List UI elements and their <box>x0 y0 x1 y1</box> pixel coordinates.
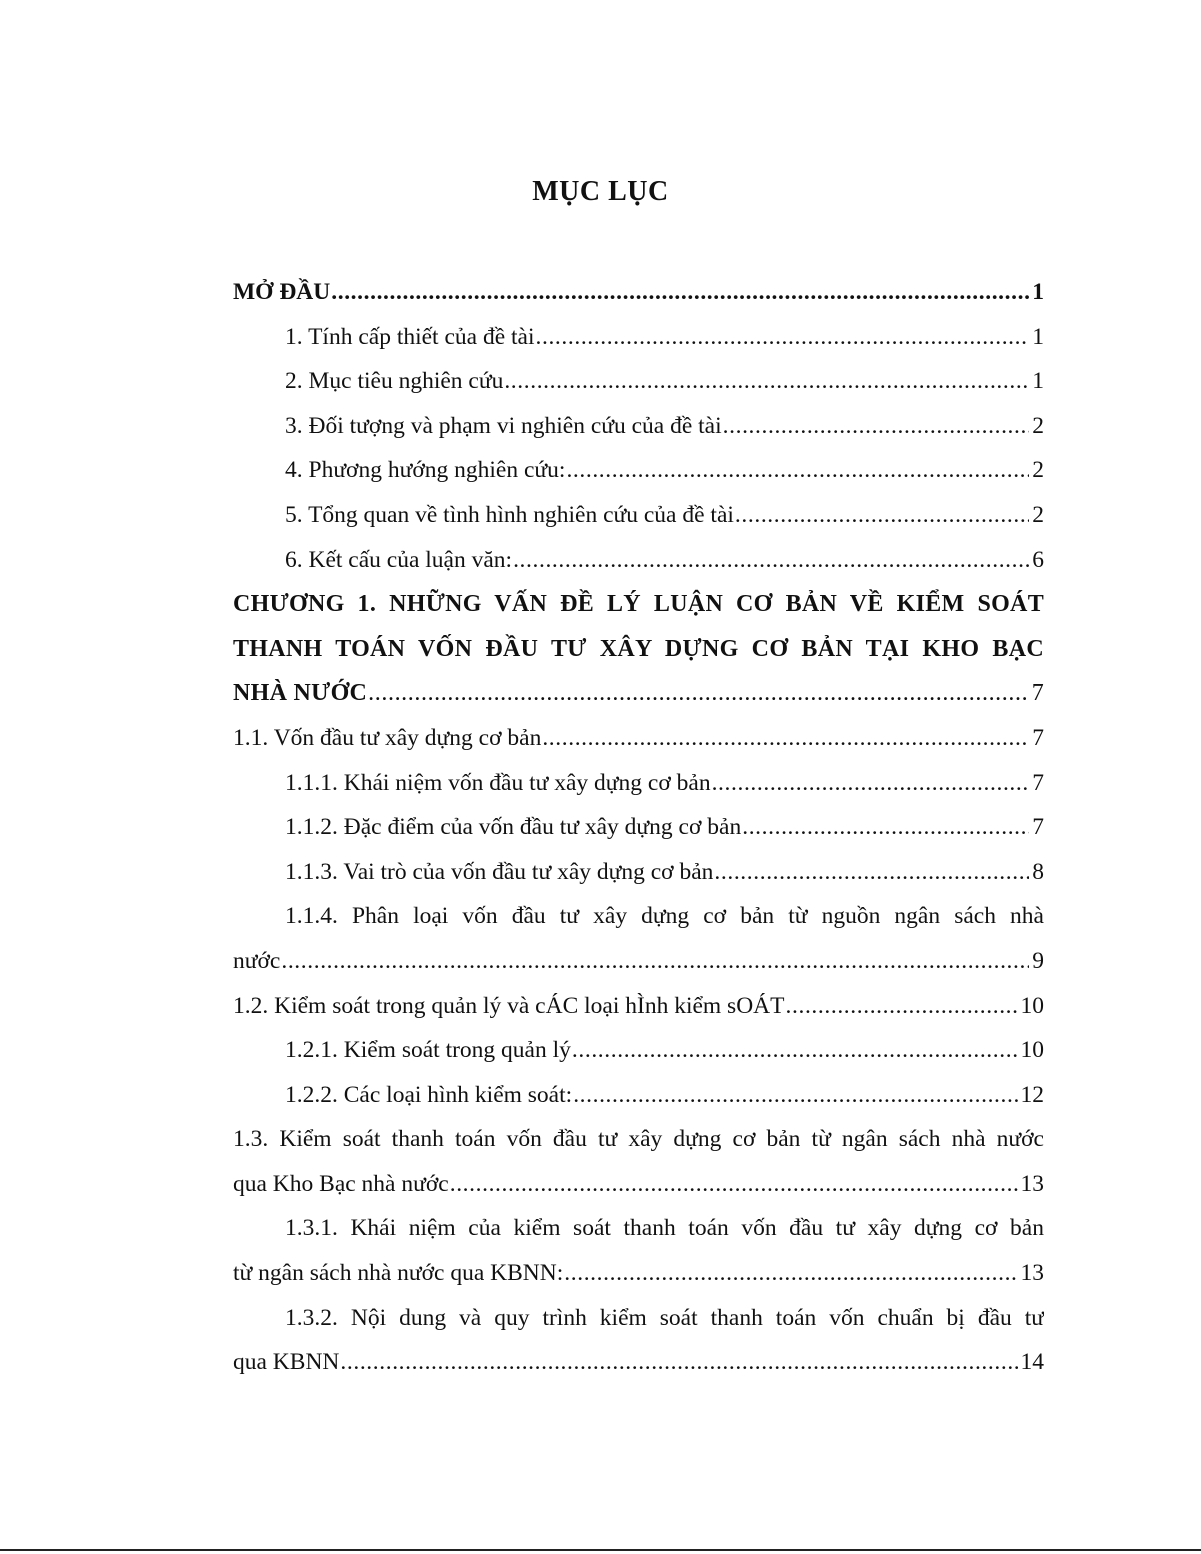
toc-entry-text: THANH TOÁN VỐN ĐẦU TƯ XÂY DỰNG CƠ BẢN TẠI KHO BẠC <box>233 635 1044 662</box>
toc-entry-4[interactable] <box>233 448 1044 493</box>
toc-page-number: 13 <box>1020 1170 1044 1197</box>
dot-leader <box>450 1162 1018 1207</box>
toc-entry-1-2-2[interactable] <box>233 1073 1044 1118</box>
toc-page-number: 7 <box>1032 724 1044 751</box>
toc-page-number: 7 <box>1032 769 1044 796</box>
toc-entry-text: MỞ ĐẦU <box>233 279 331 305</box>
toc-entry-text: qua KBNN <box>233 1349 340 1376</box>
dot-leader <box>714 850 1029 895</box>
toc-entry-3[interactable] <box>233 404 1044 449</box>
toc-page-number: 10 <box>1020 992 1044 1019</box>
toc-entry-text: 1.3. Kiểm soát thanh toán vốn đầu tư xây dựng cơ bản từ ngân sách nhà nước <box>233 1126 1044 1153</box>
toc-entry-text: từ ngân sách nhà nước qua KBNN: <box>233 1260 564 1287</box>
toc-entry-1-1-4[interactable] <box>233 894 1044 983</box>
toc-entry-1-1-2[interactable] <box>233 805 1044 850</box>
dot-leader <box>572 1028 1018 1073</box>
toc-page-number: 6 <box>1032 546 1044 573</box>
dot-leader <box>573 1073 1017 1118</box>
toc-entry-text: 1.1.3. Vai trò của vốn đầu tư xây dựng cơ bản <box>285 858 714 885</box>
dot-leader <box>735 493 1029 538</box>
toc-page-number: 2 <box>1032 412 1044 439</box>
toc-entry-1-1-1[interactable] <box>233 761 1044 806</box>
toc-page-number: 1 <box>1032 279 1044 305</box>
toc-entry-text: 1.2.1. Kiểm soát trong quản lý <box>285 1037 571 1064</box>
dot-leader <box>542 716 1029 761</box>
dot-leader <box>340 1340 1017 1385</box>
toc-page-number: 13 <box>1020 1260 1044 1287</box>
toc-entry-text: 6. Kết cấu của luận văn: <box>285 546 513 573</box>
toc-entry-text: CHƯƠNG 1. NHỮNG VẤN ĐỀ LÝ LUẬN CƠ BẢN VỀ KIỂM SOÁT <box>233 591 1044 618</box>
toc-page-number: 2 <box>1032 501 1044 528</box>
toc-entry-5[interactable] <box>233 493 1044 538</box>
toc-entry-last-line <box>233 1162 1044 1207</box>
toc-entry-text: 2. Mục tiêu nghiên cứu <box>285 368 504 395</box>
toc-entry-last-line <box>233 939 1044 984</box>
toc-entry-text: 5. Tổng quan về tình hình nghiên cứu của đề tài <box>285 501 734 528</box>
dot-leader <box>723 404 1030 449</box>
toc-page-number: 1 <box>1032 368 1044 395</box>
toc-entry-2[interactable] <box>233 359 1044 404</box>
toc-entry-text: 1. Tính cấp thiết của đề tài <box>285 323 535 350</box>
toc-entry-text: 1.1. Vốn đầu tư xây dựng cơ bản <box>233 724 542 751</box>
toc-entry-text: qua Kho Bạc nhà nước <box>233 1170 449 1197</box>
dot-leader <box>331 270 1029 315</box>
toc-entry-6[interactable] <box>233 538 1044 583</box>
dot-leader <box>504 359 1029 404</box>
toc-entry-last-line <box>233 1340 1044 1385</box>
page-title: MỤC LỤC <box>532 176 669 207</box>
toc-entry-last-line <box>233 1251 1044 1296</box>
toc-entry-text: 3. Đối tượng và phạm vi nghiên cứu của đề tài <box>285 412 722 439</box>
toc-entry-text: 1.2. Kiểm soát trong quản lý và cÁC loại hÌnh kiểm sOÁT <box>233 992 785 1019</box>
toc-entry-text: 1.1.2. Đặc điểm của vốn đầu tư xây dựng cơ bản <box>285 814 742 841</box>
toc-page-number: 10 <box>1020 1037 1044 1064</box>
toc-page-number: 12 <box>1020 1081 1044 1108</box>
toc-page-number: 7 <box>1031 680 1044 707</box>
toc-entry-text: 1.1.4. Phân loại vốn đầu tư xây dựng cơ bản từ nguồn ngân sách nhà <box>285 903 1044 930</box>
toc-entry-1-1[interactable] <box>233 716 1044 761</box>
dot-leader <box>786 984 1018 1029</box>
dot-leader <box>536 315 1030 360</box>
table-of-contents <box>233 270 1044 1385</box>
toc-entry-1-2-1[interactable] <box>233 1028 1044 1073</box>
toc-entry-1-3-2[interactable] <box>233 1296 1044 1385</box>
toc-page-number: 2 <box>1032 457 1044 484</box>
dot-leader <box>564 1251 1017 1296</box>
toc-entry-text: 4. Phương hướng nghiên cứu: <box>285 457 566 484</box>
dot-leader <box>368 671 1029 716</box>
dot-leader <box>712 761 1030 806</box>
page-bottom-edge <box>0 1549 1201 1551</box>
toc-page-number: 7 <box>1032 814 1044 841</box>
toc-entry-text: NHÀ NƯỚC <box>233 680 368 707</box>
toc-entry-1-3[interactable] <box>233 1117 1044 1206</box>
toc-entry-1-1-3[interactable] <box>233 850 1044 895</box>
toc-entry-text: 1.3.2. Nội dung và quy trình kiểm soát thanh toán vốn chuẩn bị đầu tư <box>285 1304 1044 1331</box>
toc-entry-text: 1.3.1. Khái niệm của kiểm soát thanh toán vốn đầu tư xây dựng cơ bản <box>285 1215 1044 1242</box>
toc-entry-last-line <box>233 671 1044 716</box>
toc-entry-1-3-1[interactable] <box>233 1206 1044 1295</box>
dot-leader <box>566 448 1029 493</box>
toc-entry-1-2[interactable] <box>233 984 1044 1029</box>
toc-page-number: 9 <box>1032 947 1044 974</box>
dot-leader <box>742 805 1029 850</box>
toc-entry-chapter-1[interactable] <box>233 582 1044 716</box>
toc-entry-1[interactable] <box>233 315 1044 360</box>
toc-page-number: 8 <box>1032 858 1044 885</box>
toc-page-number: 1 <box>1032 323 1044 350</box>
dot-leader <box>513 538 1029 583</box>
toc-entry-mo-dau[interactable] <box>233 270 1044 315</box>
toc-page-number: 14 <box>1020 1349 1044 1376</box>
dot-leader <box>281 939 1029 984</box>
toc-entry-text: nước <box>233 947 281 974</box>
toc-entry-text: 1.2.2. Các loại hình kiểm soát: <box>285 1081 573 1108</box>
toc-entry-text: 1.1.1. Khái niệm vốn đầu tư xây dựng cơ bản <box>285 769 711 796</box>
